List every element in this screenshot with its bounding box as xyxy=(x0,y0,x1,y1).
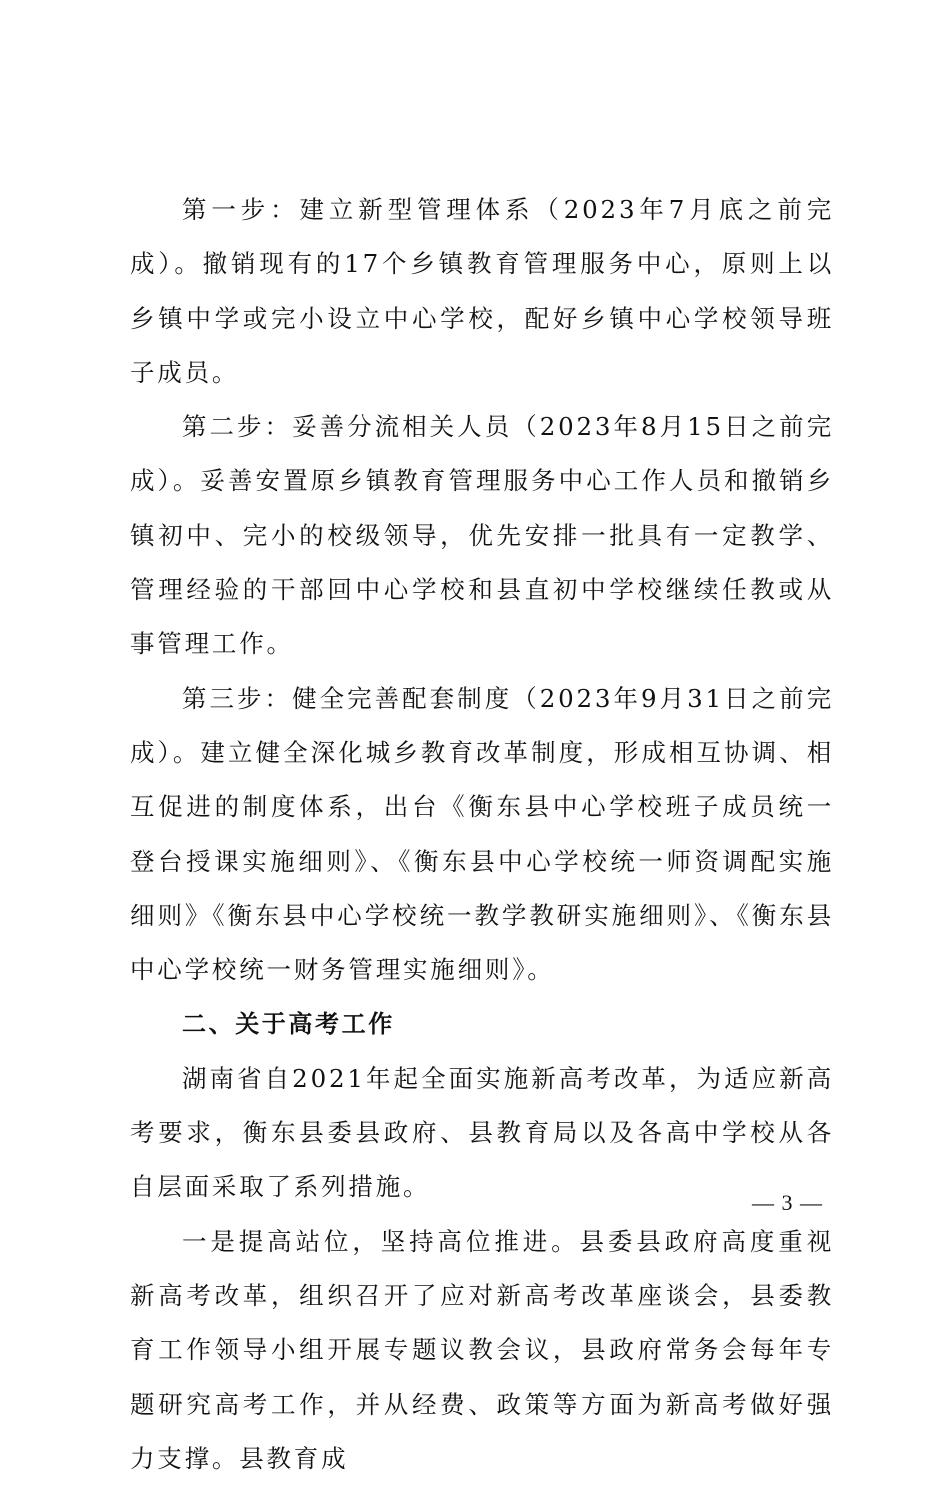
paragraph-point-one: 一是提高站位，坚持高位推进。县委县政府高度重视新高考改革，组织召开了应对新高考改革座谈会，县委教育工作领导小组开展专题议教会议，县政府常务会每年专题研究高考工作，并从经费、政策等方面为新高考做好强力支撑。县教育成 xyxy=(130,1226,834,1473)
paragraph-gaokao-intro: 湖南省自2021年起全面实施新高考改革，为适应新高考要求，衡东县委县政府、县教育局以及各高中学校从各自层面采取了系列措施。 xyxy=(130,1063,834,1202)
paragraph-step-two: 第二步：妥善分流相关人员（2023年8月15日之前完成）。妥善安置原乡镇教育管理服务中心工作人员和撤销乡镇初中、完小的校级领导，优先安排一批具有一定教学、管理经验的干部回中心学校和县直初中学校继续任教或从事管理工作。 xyxy=(130,412,834,659)
paragraph-step-three: 第三步：健全完善配套制度（2023年9月31日之前完成）。建立健全深化城乡教育改革制度，形成相互协调、相互促进的制度体系，出台《衡东县中心学校班子成员统一登台授课实施细则》、《衡东县中心学校统一师资调配实施细则》《衡东县中心学校统一教学教研实施细则》、《衡东县中心学校统一财务管理实施细则》。 xyxy=(130,683,834,985)
paragraph-step-one: 第一步：建立新型管理体系（2023年7月底之前完成）。撤销现有的17个乡镇教育管理服务中心，原则上以乡镇中学或完小设立中心学校，配好乡镇中心学校领导班子成员。 xyxy=(130,195,834,387)
page-number: — 3 — xyxy=(752,1190,823,1215)
document-body xyxy=(130,183,834,1486)
section-heading-gaokao: 二、关于高考工作 xyxy=(182,1010,395,1039)
